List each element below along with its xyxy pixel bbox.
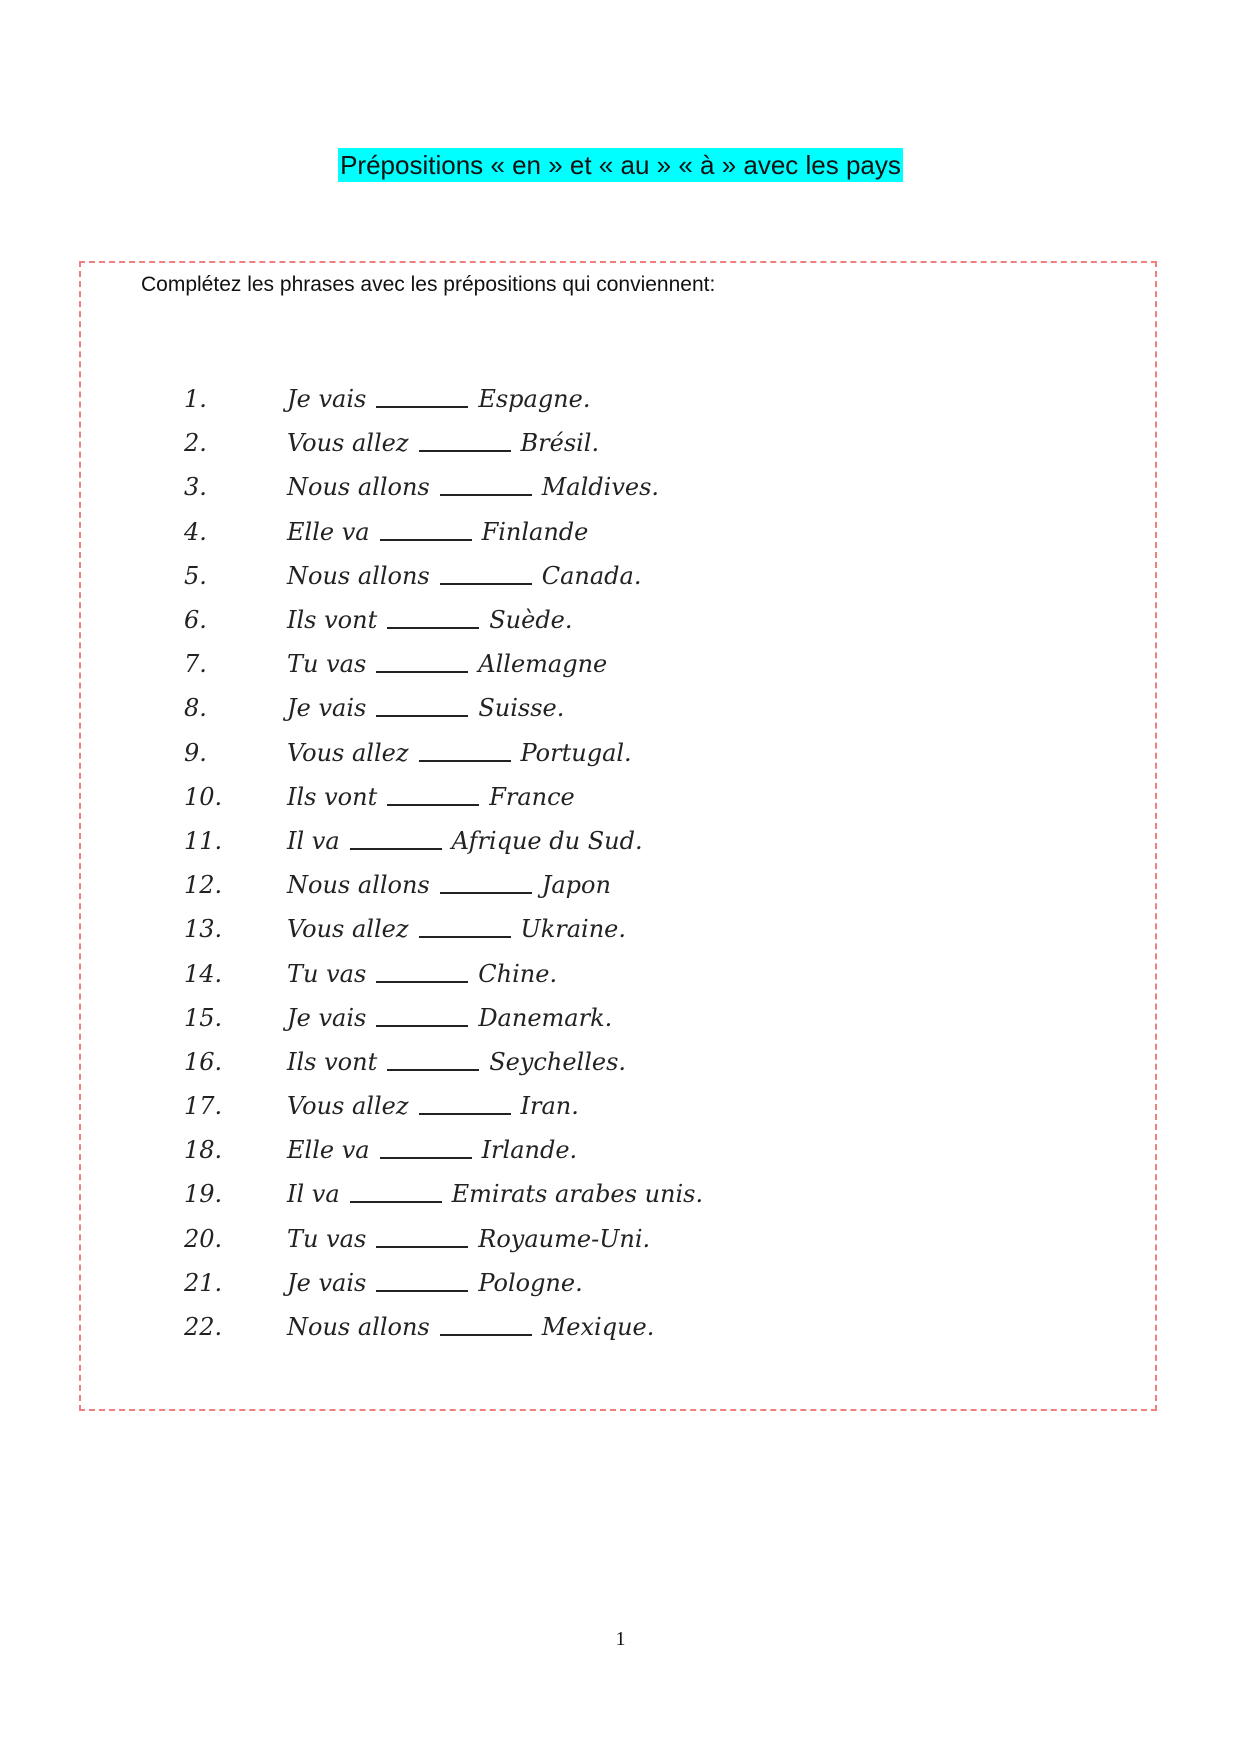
- exercise-subject-verb: Nous allons: [287, 561, 430, 590]
- exercise-item: [184, 465, 703, 509]
- exercise-number: 12.: [184, 871, 223, 900]
- exercise-item: [184, 819, 703, 863]
- exercise-item: [184, 1128, 703, 1172]
- exercise-item: [184, 598, 703, 642]
- exercise-number: 6.: [184, 606, 207, 635]
- exercise-country: Espagne.: [478, 385, 591, 414]
- exercise-subject-verb: Nous allons: [287, 871, 430, 900]
- exercise-subject-verb: Tu vas: [287, 650, 367, 679]
- exercise-number: 4.: [184, 517, 207, 546]
- exercise-item: [184, 510, 703, 554]
- exercise-number: 16.: [184, 1047, 223, 1076]
- instruction-text: Complétez les phrases avec les prépositions qui conviennent:: [141, 273, 716, 296]
- exercise-item: [184, 996, 703, 1040]
- answer-blank[interactable]: [440, 583, 532, 585]
- exercise-country: Portugal.: [520, 738, 632, 767]
- exercise-country: Pologne.: [478, 1268, 583, 1297]
- answer-blank[interactable]: [376, 406, 468, 408]
- exercise-number: 15.: [184, 1003, 223, 1032]
- answer-blank[interactable]: [376, 1246, 468, 1248]
- exercise-number: 18.: [184, 1136, 223, 1165]
- exercise-country: Japon: [541, 871, 611, 900]
- exercise-subject-verb: Nous allons: [287, 473, 430, 502]
- exercise-subject-verb: Je vais: [287, 694, 367, 723]
- exercise-country: Brésil.: [520, 429, 600, 458]
- exercise-number: 8.: [184, 694, 207, 723]
- exercise-country: Chine.: [478, 959, 558, 988]
- exercise-item: [184, 1084, 703, 1128]
- exercise-country: Mexique.: [541, 1313, 655, 1342]
- answer-blank[interactable]: [380, 539, 472, 541]
- answer-blank[interactable]: [376, 981, 468, 983]
- exercise-number: 14.: [184, 959, 223, 988]
- answer-blank[interactable]: [419, 1113, 511, 1115]
- exercise-country: Seychelles.: [489, 1047, 627, 1076]
- exercise-subject-verb: Nous allons: [287, 1313, 430, 1342]
- exercise-item: [184, 1305, 703, 1349]
- exercise-number: 21.: [184, 1268, 223, 1297]
- exercise-list: [184, 377, 703, 1349]
- answer-blank[interactable]: [387, 1069, 479, 1071]
- exercise-country: Royaume-Uni.: [478, 1224, 651, 1253]
- exercise-subject-verb: Ils vont: [287, 1047, 378, 1076]
- exercise-item: [184, 731, 703, 775]
- answer-blank[interactable]: [440, 494, 532, 496]
- exercise-number: 22.: [184, 1313, 223, 1342]
- answer-blank[interactable]: [440, 1334, 532, 1336]
- exercise-box: [79, 261, 1157, 1411]
- exercise-country: Emirats arabes unis.: [451, 1180, 704, 1209]
- exercise-subject-verb: Vous allez: [287, 429, 409, 458]
- exercise-item: [184, 951, 703, 995]
- exercise-number: 1.: [184, 385, 207, 414]
- exercise-subject-verb: Il va: [287, 1180, 340, 1209]
- exercise-item: [184, 863, 703, 907]
- exercise-subject-verb: Elle va: [287, 517, 370, 546]
- exercise-subject-verb: Elle va: [287, 1136, 370, 1165]
- answer-blank[interactable]: [419, 936, 511, 938]
- exercise-item: [184, 686, 703, 730]
- exercise-subject-verb: Tu vas: [287, 1224, 367, 1253]
- answer-blank[interactable]: [419, 450, 511, 452]
- exercise-item: [184, 1040, 703, 1084]
- exercise-number: 10.: [184, 782, 223, 811]
- page-title: Prépositions « en » et « au » « à » avec les pays: [340, 150, 901, 180]
- exercise-subject-verb: Je vais: [287, 385, 367, 414]
- answer-blank[interactable]: [350, 848, 442, 850]
- exercise-subject-verb: Vous allez: [287, 1092, 409, 1121]
- exercise-number: 17.: [184, 1092, 223, 1121]
- exercise-number: 9.: [184, 738, 207, 767]
- exercise-country: Maldives.: [541, 473, 660, 502]
- answer-blank[interactable]: [419, 760, 511, 762]
- exercise-number: 2.: [184, 429, 207, 458]
- exercise-number: 3.: [184, 473, 207, 502]
- exercise-item: [184, 1172, 703, 1216]
- exercise-country: Irlande.: [481, 1136, 578, 1165]
- exercise-country: Allemagne: [478, 650, 608, 679]
- exercise-item: [184, 554, 703, 598]
- exercise-subject-verb: Je vais: [287, 1003, 367, 1032]
- exercise-country: Danemark.: [478, 1003, 613, 1032]
- exercise-subject-verb: Je vais: [287, 1268, 367, 1297]
- exercise-subject-verb: Vous allez: [287, 738, 409, 767]
- exercise-item: [184, 907, 703, 951]
- answer-blank[interactable]: [380, 1157, 472, 1159]
- exercise-item: [184, 1261, 703, 1305]
- answer-blank[interactable]: [376, 671, 468, 673]
- answer-blank[interactable]: [387, 804, 479, 806]
- exercise-country: Canada.: [541, 561, 642, 590]
- exercise-country: Suède.: [489, 606, 573, 635]
- answer-blank[interactable]: [350, 1201, 442, 1203]
- exercise-number: 11.: [184, 826, 223, 855]
- exercise-item: [184, 377, 703, 421]
- exercise-country: France: [489, 782, 575, 811]
- exercise-number: 7.: [184, 650, 207, 679]
- page-number: 1: [615, 1628, 626, 1650]
- exercise-subject-verb: Ils vont: [287, 606, 378, 635]
- exercise-subject-verb: Vous allez: [287, 915, 409, 944]
- exercise-country: Finlande: [481, 517, 589, 546]
- exercise-subject-verb: Il va: [287, 826, 340, 855]
- exercise-number: 5.: [184, 561, 207, 590]
- exercise-item: [184, 775, 703, 819]
- exercise-item: [184, 421, 703, 465]
- exercise-country: Ukraine.: [520, 915, 627, 944]
- exercise-number: 19.: [184, 1180, 223, 1209]
- exercise-country: Iran.: [520, 1092, 579, 1121]
- answer-blank[interactable]: [376, 715, 468, 717]
- answer-blank[interactable]: [376, 1290, 468, 1292]
- exercise-subject-verb: Ils vont: [287, 782, 378, 811]
- exercise-number: 20.: [184, 1224, 223, 1253]
- answer-blank[interactable]: [440, 892, 532, 894]
- exercise-number: 13.: [184, 915, 223, 944]
- answer-blank[interactable]: [376, 1025, 468, 1027]
- title-container: [0, 148, 1241, 182]
- exercise-item: [184, 1217, 703, 1261]
- exercise-country: Afrique du Sud.: [451, 826, 643, 855]
- answer-blank[interactable]: [387, 627, 479, 629]
- exercise-item: [184, 642, 703, 686]
- exercise-subject-verb: Tu vas: [287, 959, 367, 988]
- exercise-country: Suisse.: [478, 694, 565, 723]
